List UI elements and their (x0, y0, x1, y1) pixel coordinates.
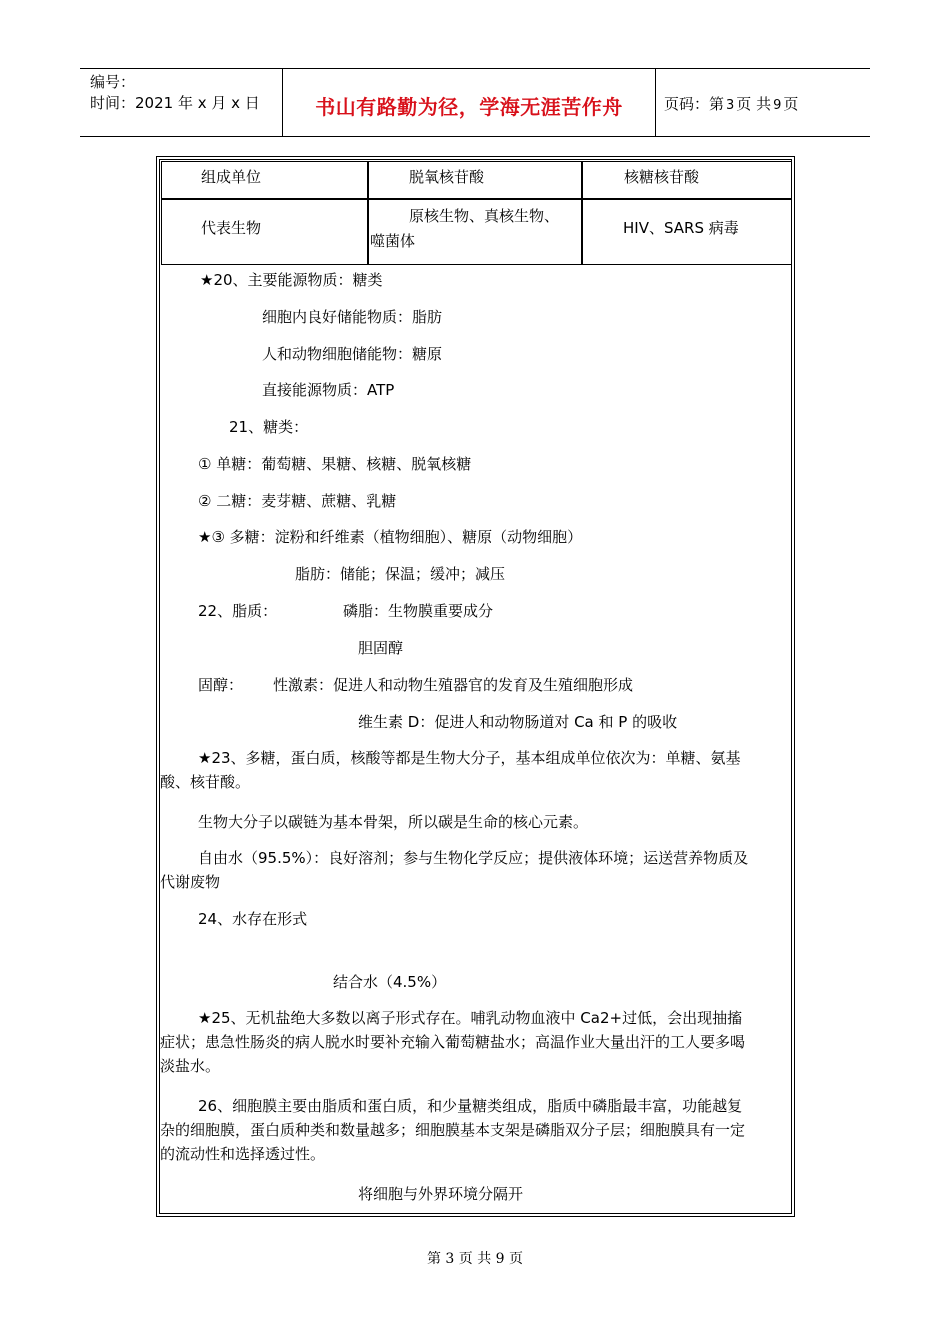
point-20-detail: 细胞内良好储能物质：脂肪 (262, 308, 443, 326)
table-header-unit: 组成单位 (201, 168, 262, 186)
point-22-cholesterol: 胆固醇 (358, 639, 404, 657)
page-footer: 第 3 页 共 9 页 (426, 1251, 524, 1267)
table-cell-text: HIV、SARS 病毒 (623, 219, 739, 237)
header-motto: 书山有路勤为径，学海无涯苦作舟 (315, 95, 623, 119)
point-20: ★20、主要能源物质：糖类 (200, 271, 383, 289)
point-25: ★25、无机盐绝大多数以离子形式存在。哺乳动物血液中 Ca2+过低，会出现抽搐症状；患急性肠炎的病人脱水时要补充输入葡萄糖盐水；高温作业大量出汗的工人要多喝淡盐水。 (160, 1009, 746, 1075)
header-divider (655, 68, 656, 136)
point-21: 21、糖类： (229, 418, 309, 436)
table-cell-text: 原核生物、真核生物、 (409, 207, 560, 225)
point-22-sex-hormone: 性激素：促进人和动物生殖器官的发育及生殖细胞形成 (273, 676, 634, 694)
point-20-detail: 直接能源物质：ATP (262, 381, 395, 399)
table-header-dna: 脱氧核苷酸 (409, 168, 485, 186)
table-row-label: 代表生物 (201, 219, 262, 237)
table-cell (161, 199, 368, 265)
table-cell (161, 161, 368, 199)
table-header-rna: 核糖核苷酸 (624, 168, 700, 186)
point-20-detail: 人和动物细胞储能物：糖原 (262, 345, 443, 363)
document-date: 时间：2021 年 x 月 x 日 (90, 94, 260, 112)
header-bottom-rule (80, 136, 870, 137)
point-24-free-water: 自由水（95.5%）：良好溶剂；参与生物化学反应；提供液体环境；运送营养物质及代谢废物 (160, 849, 749, 891)
point-24-bound-water: 结合水（4.5%） (333, 973, 447, 991)
point-22-sterol-label: 固醇： (198, 676, 244, 694)
point-26: 26、细胞膜主要由脂质和蛋白质，和少量糖类组成，脂质中磷脂最丰富，功能越复杂的细胞膜，蛋白质种类和数量越多；细胞膜基本支架是磷脂双分子层；细胞膜具有一定的流动性和选择透过性。 (160, 1097, 746, 1163)
header-page-number: 页码：第 3 页 共 9 页 (664, 95, 799, 113)
table-cell-text: 噬菌体 (370, 232, 416, 250)
point-23: ★23、多糖，蛋白质，核酸等都是生物大分子，基本组成单位依次为：单糖、氨基酸、核苷酸。 (160, 749, 741, 791)
point-23-note: 生物大分子以碳链为基本骨架，所以碳是生命的核心元素。 (198, 813, 589, 831)
header-meta (90, 72, 260, 114)
point-22-fat: 脂肪：储能；保温；缓冲；减压 (295, 565, 506, 583)
document-number: 编号： (90, 73, 136, 91)
point-22-phospholipid: 磷脂：生物膜重要成分 (343, 602, 494, 620)
point-21-item: ② 二糖：麦芽糖、蔗糖、乳糖 (198, 492, 397, 510)
point-26-function: 将细胞与外界环境分隔开 (358, 1185, 524, 1203)
point-24: 24、水存在形式 (198, 910, 308, 928)
point-22: 22、脂质： (198, 602, 278, 620)
point-22-vitamin-d: 维生素 D：促进人和动物肠道对 Ca 和 P 的吸收 (358, 713, 678, 731)
point-21-item: ① 单糖：葡萄糖、果糖、核糖、脱氧核糖 (198, 455, 472, 473)
point-21-item: ★③ 多糖：淀粉和纤维素（植物细胞）、糖原（动物细胞） (198, 528, 583, 546)
header-top-rule (80, 68, 870, 69)
